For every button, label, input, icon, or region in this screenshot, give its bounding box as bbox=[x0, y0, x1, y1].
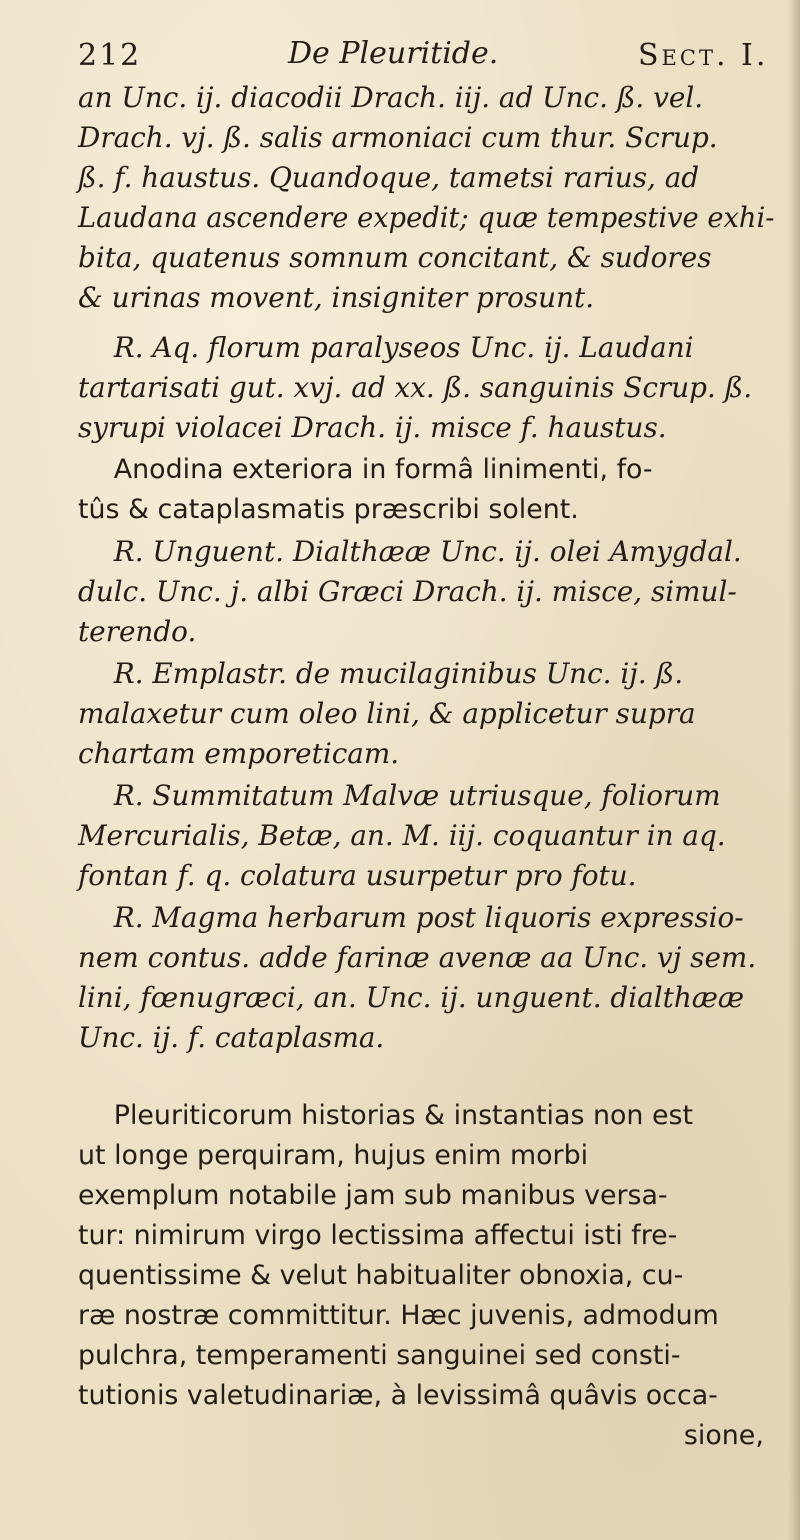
text-line: an Unc. ij. diacodii Drach. iij. ad Unc. ß. vel. bbox=[78, 81, 704, 114]
paragraph-case-history bbox=[78, 1096, 778, 1456]
paragraph-anodyne bbox=[78, 450, 778, 530]
text-line: Mercurialis, Betæ, an. M. iij. coquantur in aq. bbox=[78, 819, 726, 852]
text-line: quentissime & velut habitualiter obnoxia, cu- bbox=[78, 1260, 684, 1291]
text-line: sione, bbox=[683, 1420, 764, 1451]
text-line: & urinas movent, insigniter prosunt. bbox=[78, 281, 595, 314]
text-line: dulc. Unc. j. albi Græci Drach. ij. misce, simul- bbox=[78, 575, 737, 608]
text-line: Drach. vj. ß. salis armoniaci cum thur. Scrup. bbox=[78, 121, 718, 154]
text-line: ß. f. haustus. Quandoque, tametsi rarius, ad bbox=[78, 161, 700, 194]
text-line: R. Aq. florum paralyseos Unc. ij. Laudani bbox=[113, 331, 694, 364]
text-line: tûs & cataplasmatis præscribi solent. bbox=[78, 494, 579, 525]
text-line: tur: nimirum virgo lectissima affectui isti fre- bbox=[78, 1220, 678, 1251]
text-line: tartarisati gut. xvj. ad xx. ß. sanguinis Scrup. ß. bbox=[78, 371, 753, 404]
text-line: bita, quatenus somnum concitant, & sudores bbox=[78, 241, 712, 274]
paragraph-prescription-continuation bbox=[78, 78, 778, 318]
recipe-unguent bbox=[78, 532, 778, 652]
recipe-laudanum bbox=[78, 328, 778, 448]
text-line: syrupi violacei Drach. ij. misce f. haustus. bbox=[78, 411, 667, 444]
recipe-emplastrum bbox=[78, 654, 778, 774]
running-title: De Pleuritide. bbox=[288, 36, 499, 71]
text-line: R. Summitatum Malvæ utriusque, foliorum bbox=[113, 779, 721, 812]
text-line: Unc. ij. f. cataplasma. bbox=[78, 1021, 385, 1054]
page-edge-shadow bbox=[788, 0, 800, 1540]
text-line: nem contus. adde farinæ avenæ aa Unc. vj sem. bbox=[78, 941, 757, 974]
text-line: tutionis valetudinariæ, à levissimâ quâvis occa- bbox=[78, 1380, 718, 1411]
text-line: chartam emporeticam. bbox=[78, 737, 400, 770]
text-line: terendo. bbox=[78, 615, 197, 648]
page-number: 212 bbox=[78, 38, 142, 73]
section-label-text: Sect. I. bbox=[638, 38, 769, 73]
text-line: exemplum notabile jam sub manibus versa- bbox=[78, 1180, 668, 1211]
text-line: R. Emplastr. de mucilaginibus Unc. ij. ß. bbox=[113, 657, 684, 690]
page-header bbox=[78, 30, 778, 80]
text-line: Laudana ascendere expedit; quæ tempestive exhi- bbox=[78, 201, 775, 234]
text-line: R. Unguent. Dialthææ Unc. ij. olei Amygdal. bbox=[113, 535, 742, 568]
text-line: ut longe perquiram, hujus enim morbi bbox=[78, 1140, 589, 1171]
recipe-cataplasma bbox=[78, 898, 778, 1058]
section-label bbox=[638, 38, 768, 73]
recipe-fotus bbox=[78, 776, 778, 896]
text-line: Anodina exteriora in formâ linimenti, fo- bbox=[113, 454, 653, 485]
text-line: pulchra, temperamenti sanguinei sed consti- bbox=[78, 1340, 681, 1371]
text-line: fontan f. q. colatura usurpetur pro fotu. bbox=[78, 859, 637, 892]
text-line: R. Magma herbarum post liquoris expressio- bbox=[113, 901, 744, 934]
text-line: Pleuriticorum historias & instantias non est bbox=[113, 1100, 693, 1131]
text-line: malaxetur cum oleo lini, & applicetur supra bbox=[78, 697, 696, 730]
text-line: lini, fœnugræci, an. Unc. ij. unguent. dialthææ bbox=[78, 981, 745, 1014]
text-line: ræ nostræ committitur. Hæc juvenis, admodum bbox=[78, 1300, 719, 1331]
